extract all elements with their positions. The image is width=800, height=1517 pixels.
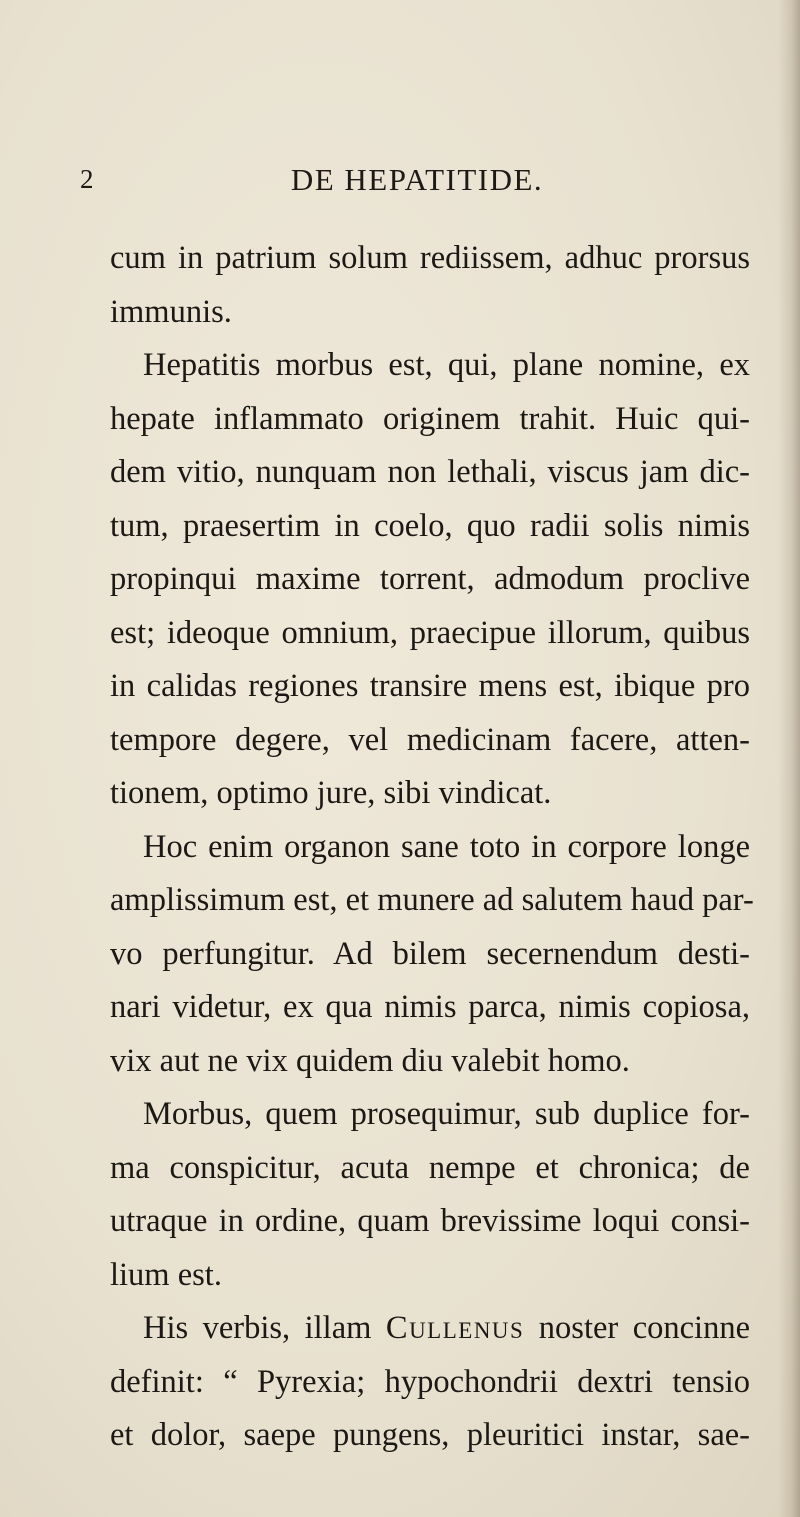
text-line: immunis. <box>110 293 232 330</box>
text-line: vo perfungitur. Ad bilem secernendum desti- <box>110 935 750 972</box>
text-line: est; ideoque omnium, praecipue illorum, quibus <box>110 614 750 651</box>
text-line: amplissimum est, et munere ad salutem haud par- <box>110 882 754 918</box>
text-line: vix aut ne vix quidem diu valebit homo. <box>110 1042 630 1079</box>
page-number: 2 <box>80 164 94 194</box>
text-line: lium est. <box>110 1256 222 1293</box>
text-fragment: His verbis, illam <box>143 1310 386 1346</box>
text-line: dem vitio, nunquam non lethali, viscus jam dic- <box>110 454 750 490</box>
text-line: propinqui maxime torrent, admodum proclive <box>110 561 750 597</box>
paragraph-start-line: Hoc enim organon sane toto in corpore longe <box>143 828 750 865</box>
author-name: Cullenus <box>385 1310 525 1346</box>
paragraph-start-line <box>110 1302 750 1356</box>
text-line: ma conspicitur, acuta nempe et chronica; de <box>110 1149 750 1186</box>
text-line: tionem, optimo jure, sibi vindicat. <box>110 775 552 811</box>
text-fragment: noster concinne <box>524 1310 750 1346</box>
paragraph-start-line: Hepatitis morbus est, qui, plane nomine, ex <box>143 347 750 383</box>
text-line: nari videtur, ex qua nimis parca, nimis copiosa, <box>110 989 750 1025</box>
text-line: cum in patrium solum rediissem, adhuc prorsus <box>110 240 750 276</box>
page-header <box>80 158 720 208</box>
page-edge-shadow <box>778 0 800 1517</box>
running-title: DE HEPATITIDE. <box>290 162 544 197</box>
paragraph-start-line: Morbus, quem prosequimur, sub duplice for- <box>143 1096 750 1132</box>
body-text <box>110 232 754 1463</box>
text-line: et dolor, saepe pungens, pleuritici instar, sae- <box>110 1417 750 1453</box>
text-line: hepate inflammato originem trahit. Huic qui- <box>110 400 750 437</box>
text-line: utraque in ordine, quam brevissime loqui consi- <box>110 1203 750 1239</box>
text-line: tempore degere, vel medicinam facere, atten- <box>110 721 750 758</box>
text-line: in calidas regiones transire mens est, ibique pro <box>110 668 750 704</box>
text-line: tum, praesertim in coelo, quo radii solis nimis <box>110 507 750 544</box>
text-line: definit: “ Pyrexia; hypochondrii dextri tensio <box>110 1363 750 1400</box>
